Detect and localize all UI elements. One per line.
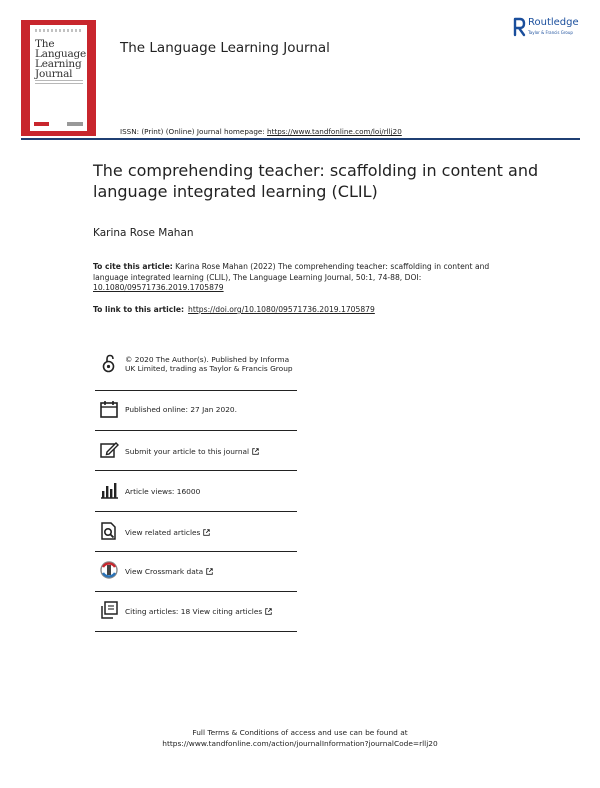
edit-icon (99, 440, 119, 460)
cover-page (30, 25, 87, 131)
cover-title-line: The (35, 38, 55, 50)
related-link[interactable] (125, 528, 297, 537)
article-info-list (95, 349, 297, 632)
cite-label: To cite this article: (93, 262, 173, 271)
crossmark-link[interactable] (125, 567, 297, 576)
views-row (95, 471, 297, 512)
citing-articles-icon (99, 600, 119, 620)
related-row[interactable] (95, 512, 297, 552)
external-link-icon (252, 448, 259, 455)
related-articles-icon (99, 521, 119, 541)
cover-title (35, 39, 86, 79)
cover-subtitle-lines (35, 80, 83, 86)
citing-link[interactable] (125, 607, 297, 616)
related-text: View related articles (125, 528, 201, 537)
cover-association-logo (67, 122, 83, 126)
bar-chart-icon (99, 480, 119, 500)
citation-block (93, 262, 523, 294)
cover-top-text-line (35, 29, 82, 32)
submit-link[interactable] (125, 447, 297, 456)
external-link-icon (265, 608, 272, 615)
cover-publisher-logo (34, 122, 49, 126)
submit-text: Submit your article to this journal (125, 447, 250, 456)
header-divider (21, 138, 580, 140)
terms-url-link[interactable]: https://www.tandfonline.com/action/journalInformation?journalCode=rllj20 (162, 738, 438, 748)
terms-footer (100, 728, 500, 749)
journal-title: The Language Learning Journal (120, 40, 330, 56)
article-link-line (93, 305, 533, 314)
submit-row[interactable] (95, 431, 297, 471)
routledge-logo-icon (512, 17, 526, 37)
crossmark-icon (99, 560, 119, 580)
article-title: The comprehending teacher: scaffolding in content and language integrated learning (CLIL) (93, 161, 539, 201)
link-label: To link to this article: (93, 305, 185, 314)
cover-title-line: Learning (35, 58, 82, 70)
external-link-icon (203, 529, 210, 536)
citing-text: Citing articles: 18 View citing articles (125, 607, 263, 616)
journal-homepage-link[interactable]: https://www.tandfonline.com/loi/rllj20 (267, 127, 402, 136)
publisher-brand[interactable] (510, 17, 590, 41)
views-text: Article views: 16000 (125, 487, 201, 496)
issn-line (120, 127, 402, 136)
doi-link[interactable]: 10.1080/09571736.2019.1705879 (93, 283, 224, 293)
open-access-icon (99, 353, 119, 373)
citing-row[interactable] (95, 592, 297, 632)
published-row (95, 391, 297, 431)
license-text: © 2020 The Author(s). Published by Informa UK Limited, trading as Taylor & Francis Group (125, 355, 293, 373)
publisher-tagline: Taylor & Francis Group (528, 30, 573, 35)
calendar-icon (99, 399, 119, 419)
published-text: Published online: 27 Jan 2020. (125, 405, 237, 414)
article-url-link[interactable]: https://doi.org/10.1080/09571736.2019.1705879 (188, 305, 375, 314)
cite-text: Karina Rose Mahan (2022) The comprehending teacher: scaffolding in content and language integrated learning (CLIL), The Language Learning Journal, 50:1, 74-88, DOI: (93, 262, 490, 282)
issn-text: ISSN: (Print) (Online) Journal homepage: (120, 127, 268, 136)
external-link-icon (206, 568, 213, 575)
crossmark-text: View Crossmark data (125, 567, 204, 576)
crossmark-row[interactable] (95, 552, 297, 592)
author-name: Karina Rose Mahan (93, 227, 194, 239)
license-row (95, 349, 297, 391)
cover-title-line: Language (35, 48, 87, 60)
journal-cover-thumbnail (21, 20, 96, 136)
cover-title-line: Journal (35, 68, 73, 80)
publisher-name: Routledge (528, 17, 579, 28)
terms-text: Full Terms & Conditions of access and use can be found at (192, 728, 408, 737)
